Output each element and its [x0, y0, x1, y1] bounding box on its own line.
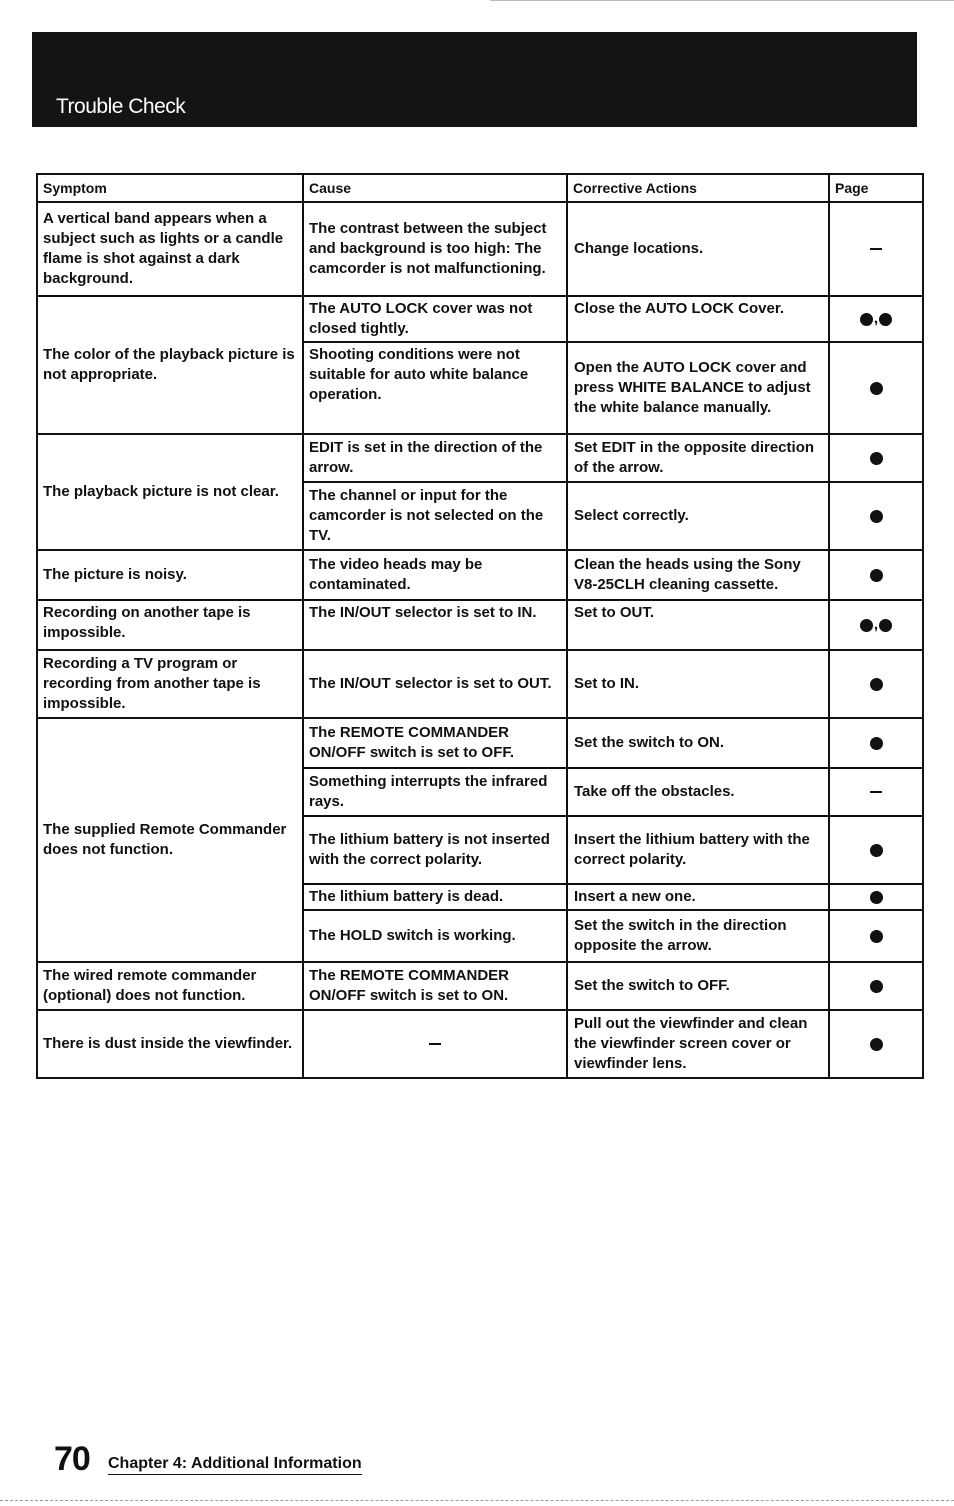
header-cause: Cause	[303, 174, 567, 202]
header-band	[32, 32, 917, 127]
table-header-row	[37, 174, 923, 202]
symptom-cell: A vertical band appears when a subject such as lights or a candle flame is shot against a dark background.	[37, 202, 303, 296]
symptom-cell: The playback picture is not clear.	[37, 434, 303, 550]
table-row	[37, 202, 923, 296]
page-cell	[829, 650, 923, 718]
action-cell: Clean the heads using the Sony V8-25CLH cleaning cassette.	[567, 550, 829, 600]
table-row	[37, 962, 923, 1010]
action-cell: Set the switch to ON.	[567, 718, 829, 768]
cause-cell: The HOLD switch is working.	[303, 910, 567, 962]
page-number: 70	[54, 1440, 90, 1478]
page-ref-dot	[870, 510, 883, 523]
table-row	[37, 600, 923, 650]
action-cell: Pull out the viewfinder and clean the viewfinder screen cover or viewfinder lens.	[567, 1010, 829, 1078]
bottom-rule	[0, 1500, 954, 1502]
symptom-cell: There is dust inside the viewfinder.	[37, 1010, 303, 1078]
action-cell: Open the AUTO LOCK cover and press WHITE BALANCE to adjust the white balance manually.	[567, 342, 829, 434]
action-cell: Set to IN.	[567, 650, 829, 718]
page-ref-dot	[870, 452, 883, 465]
page-cell	[829, 600, 923, 650]
page-cell	[829, 202, 923, 296]
top-rule	[490, 0, 954, 1]
cause-cell: The IN/OUT selector is set to IN.	[303, 600, 567, 650]
page-ref-dot	[870, 737, 883, 750]
page-cell	[829, 296, 923, 342]
cause-cell: Something interrupts the infrared rays.	[303, 768, 567, 816]
cause-cell: The channel or input for the camcorder is not selected on the TV.	[303, 482, 567, 550]
cause-cell: The lithium battery is dead.	[303, 884, 567, 910]
symptom-cell: The wired remote commander (optional) does not function.	[37, 962, 303, 1010]
page-ref-dot	[870, 678, 883, 691]
dash-mark	[870, 248, 882, 250]
page-cell	[829, 910, 923, 962]
page-title: Trouble Check	[56, 95, 186, 118]
page-cell	[829, 816, 923, 884]
page-ref-dot	[879, 313, 892, 326]
page-cell	[829, 434, 923, 482]
cause-cell: The contrast between the subject and background is too high: The camcorder is not malfunctioning.	[303, 202, 567, 296]
page-ref-dot	[870, 930, 883, 943]
action-cell: Close the AUTO LOCK Cover.	[567, 296, 829, 342]
page-cell	[829, 1010, 923, 1078]
cause-cell: The AUTO LOCK cover was not closed tightly.	[303, 296, 567, 342]
page-cell	[829, 962, 923, 1010]
page-ref-dot	[870, 844, 883, 857]
action-cell: Insert the lithium battery with the correct polarity.	[567, 816, 829, 884]
header-page: Page	[829, 174, 923, 202]
cause-cell	[303, 1010, 567, 1078]
page-cell	[829, 884, 923, 910]
action-cell: Select correctly.	[567, 482, 829, 550]
page-cell	[829, 482, 923, 550]
page-ref-dot	[870, 382, 883, 395]
page-ref-dot	[870, 569, 883, 582]
symptom-cell: The supplied Remote Commander does not function.	[37, 718, 303, 962]
page-ref-dot	[870, 1038, 883, 1051]
page-ref-dot	[860, 619, 873, 632]
table-row	[37, 296, 923, 342]
comma-separator: ,	[873, 310, 879, 328]
cause-cell: Shooting conditions were not suitable for auto white balance operation.	[303, 342, 567, 434]
table-row	[37, 650, 923, 718]
table-row	[37, 434, 923, 482]
table-row	[37, 1010, 923, 1078]
page-ref-dot	[870, 891, 883, 904]
symptom-cell: Recording on another tape is impossible.	[37, 600, 303, 650]
cause-cell: The REMOTE COMMANDER ON/OFF switch is set to ON.	[303, 962, 567, 1010]
header-symptom: Symptom	[37, 174, 303, 202]
symptom-cell: The color of the playback picture is not appropriate.	[37, 296, 303, 434]
symptom-cell: Recording a TV program or recording from another tape is impossible.	[37, 650, 303, 718]
header-corrective-actions: Corrective Actions	[567, 174, 829, 202]
page-cell	[829, 550, 923, 600]
page-cell	[829, 342, 923, 434]
cause-cell: The REMOTE COMMANDER ON/OFF switch is set to OFF.	[303, 718, 567, 768]
action-cell: Set EDIT in the opposite direction of the arrow.	[567, 434, 829, 482]
action-cell: Insert a new one.	[567, 884, 829, 910]
action-cell: Take off the obstacles.	[567, 768, 829, 816]
action-cell: Set to OUT.	[567, 600, 829, 650]
page-ref-dot	[860, 313, 873, 326]
action-cell: Set the switch in the direction opposite the arrow.	[567, 910, 829, 962]
comma-separator: ,	[873, 616, 879, 634]
table-row	[37, 550, 923, 600]
cause-cell: The video heads may be contaminated.	[303, 550, 567, 600]
dash-mark	[429, 1043, 441, 1045]
cause-cell: The IN/OUT selector is set to OUT.	[303, 650, 567, 718]
page-cell	[829, 718, 923, 768]
cause-cell: EDIT is set in the direction of the arrow.	[303, 434, 567, 482]
symptom-cell: The picture is noisy.	[37, 550, 303, 600]
chapter-title: Chapter 4: Additional Information	[108, 1455, 362, 1475]
action-cell: Set the switch to OFF.	[567, 962, 829, 1010]
table-row	[37, 718, 923, 768]
page-ref-dot	[870, 980, 883, 993]
trouble-check-table	[36, 173, 924, 1079]
dash-mark	[870, 791, 882, 793]
cause-cell: The lithium battery is not inserted with the correct polarity.	[303, 816, 567, 884]
page-cell	[829, 768, 923, 816]
action-cell: Change locations.	[567, 202, 829, 296]
page-ref-dot	[879, 619, 892, 632]
